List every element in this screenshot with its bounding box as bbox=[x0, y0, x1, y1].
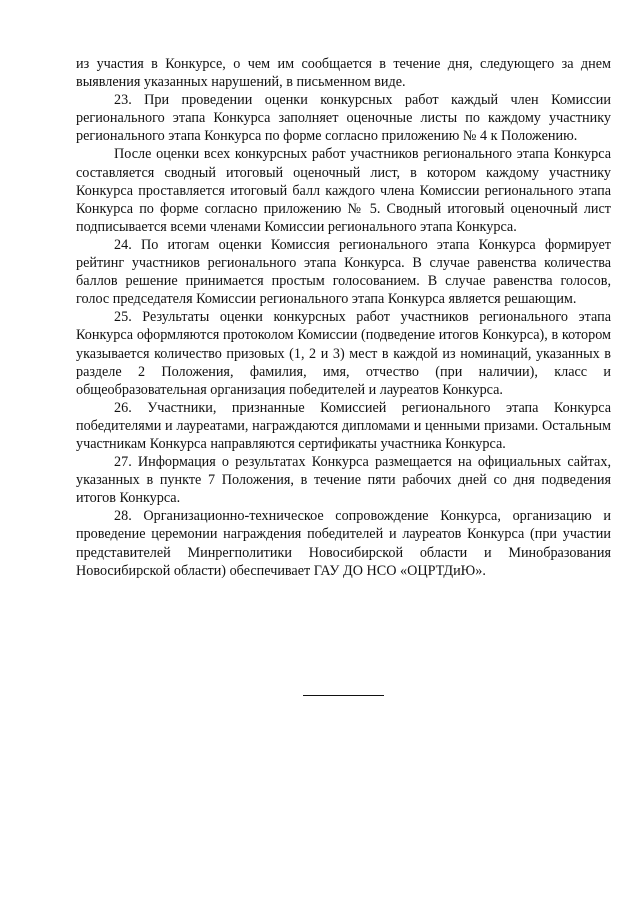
paragraph-clause-26: 26. Участники, признанные Комиссией регионального этапа Конкурса победителями и лауреатами, награждаются дипломами и ценными призами. Остальным участникам Конкурса направляются сертификаты участника Конкурса. bbox=[76, 399, 611, 452]
paragraph-clause-24: 24. По итогам оценки Комиссия регионального этапа Конкурса формирует рейтинг участников регионального этапа Конкурса. В случае равенства количества баллов решение принимается простым голосованием. В случае равенства голосов, голос председателя Комиссии регионального этапа Конкурса является решающим. bbox=[76, 236, 611, 308]
paragraph-continuation: из участия в Конкурсе, о чем им сообщается в течение дня, следующего за днем выявления указанных нарушений, в письменном виде. bbox=[76, 56, 611, 91]
paragraph-clause-23: 23. При проведении оценки конкурсных работ каждый член Комиссии регионального этапа Конкурса заполняет оценочные листы по каждому участнику регионального этапа Конкурса по форме согласно приложению № 4 к Положению. bbox=[76, 92, 611, 145]
paragraph-clause-28: 28. Организационно-техническое сопровождение Конкурса, организацию и проведение церемонии награждения победителей и лауреатов Конкурса (при участии представителей Минрегполитики Новосибирской области и Минобразования Новосибирской области) обеспечивает ГАУ ДО НСО «ОЦРТДиЮ». bbox=[76, 508, 611, 579]
document-body bbox=[76, 55, 611, 580]
paragraph-clause-23-summary: После оценки всех конкурсных работ участников регионального этапа Конкурса составляется сводный итоговый оценочный лист, в котором каждому участнику Конкурса проставляется итоговый балл каждого члена Комиссии регионального этапа Конкурса по форме согласно приложению № 5. Сводный итоговый оценочный лист подписывается всеми членами Комиссии регионального этапа Конкурса. bbox=[76, 146, 611, 235]
paragraph-clause-27: 27. Информация о результатах Конкурса размещается на официальных сайтах, указанных в пункте 7 Положения, в течение пяти рабочих дней со дня подведения итогов Конкурса. bbox=[76, 454, 611, 507]
end-of-document-rule bbox=[303, 695, 384, 696]
paragraph-clause-25: 25. Результаты оценки конкурсных работ участников регионального этапа Конкурса оформляются протоколом Комиссии (подведение итогов Конкурса), в котором указывается количество призовых (1, 2 и 3) мест в каждой из номинаций, указанных в разделе 2 Положения, фамилия, имя, отчество (при наличии), класс и общеобразовательная организация победителей и лауреатов Конкурса. bbox=[76, 309, 611, 398]
